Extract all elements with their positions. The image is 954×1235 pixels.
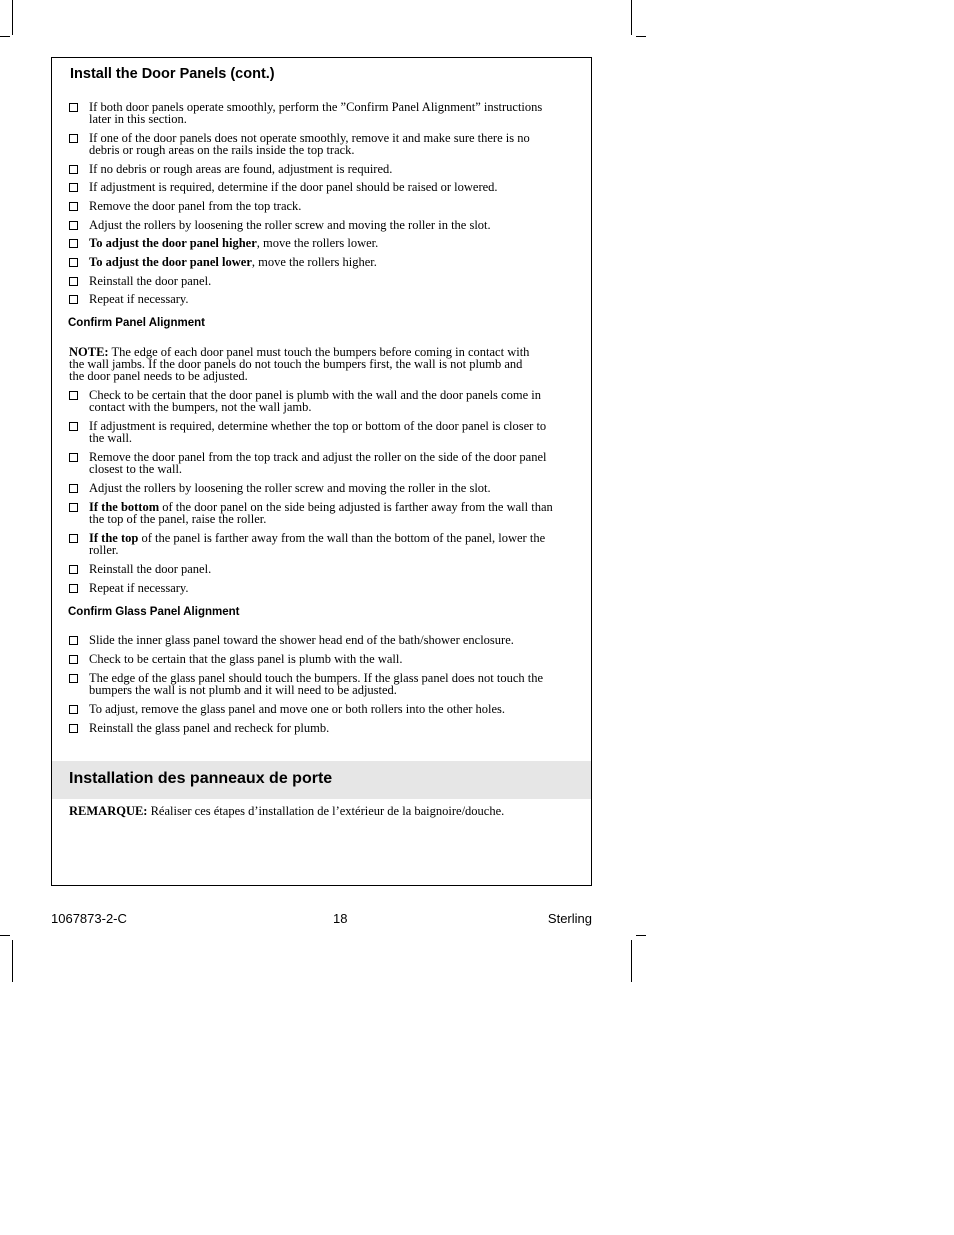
crop-mark	[0, 935, 10, 936]
checkbox-icon	[69, 705, 78, 714]
note-text: The edge of each door panel must touch the bumpers before coming in contact with the wall jambs. If the door panels do not touch the bumpers first, the wall is not plumb and the door panel needs to be adjusted.	[69, 345, 530, 383]
list-item: Adjust the rollers by loosening the roller screw and moving the roller in the slot.	[69, 482, 559, 494]
checkbox-icon	[69, 183, 78, 192]
confirm-glass-panel-alignment-list	[69, 634, 559, 734]
content-box	[51, 57, 592, 886]
checkbox-icon	[69, 277, 78, 286]
list-item: To adjust the door panel higher, move the rollers lower.	[69, 237, 559, 249]
install-door-panels-list	[69, 101, 559, 305]
list-item: Check to be certain that the glass panel is plumb with the wall.	[69, 653, 559, 665]
list-item: If both door panels operate smoothly, perform the ”Confirm Panel Alignment” instructions later in this section.	[69, 101, 559, 125]
list-item: Repeat if necessary.	[69, 582, 559, 594]
checkbox-icon	[69, 453, 78, 462]
checkbox-icon	[69, 636, 78, 645]
checkbox-icon	[69, 534, 78, 543]
crop-mark	[0, 36, 10, 37]
footer-doc-number: 1067873-2-C	[51, 911, 127, 926]
confirm-panel-alignment-list	[69, 389, 559, 594]
list-item: Remove the door panel from the top track and adjust the roller on the side of the door panel closest to the wall.	[69, 451, 559, 475]
section-title-confirm-glass-panel-alignment: Confirm Glass Panel Alignment	[68, 606, 240, 618]
list-item: If adjustment is required, determine if the door panel should be raised or lowered.	[69, 181, 559, 193]
checkbox-icon	[69, 584, 78, 593]
list-item: To adjust, remove the glass panel and move one or both rollers into the other holes.	[69, 703, 559, 715]
checkbox-icon	[69, 724, 78, 733]
footer-brand: Sterling	[547, 911, 592, 926]
list-item: If no debris or rough areas are found, adjustment is required.	[69, 163, 559, 175]
crop-mark	[12, 940, 13, 982]
list-item: Check to be certain that the door panel is plumb with the wall and the door panels come in contact with the bumpers, not the wall jamb.	[69, 389, 559, 413]
section-title-confirm-panel-alignment: Confirm Panel Alignment	[68, 317, 205, 329]
section-title-install-door-panels: Install the Door Panels (cont.)	[70, 66, 275, 82]
list-item: Reinstall the door panel.	[69, 563, 559, 575]
crop-mark	[631, 0, 632, 35]
checkbox-icon	[69, 239, 78, 248]
list-item: Adjust the rollers by loosening the roller screw and moving the roller in the slot.	[69, 219, 559, 231]
section-title-installation-panneaux: Installation des panneaux de porte	[69, 770, 333, 787]
crop-mark	[636, 935, 646, 936]
checkbox-icon	[69, 391, 78, 400]
checkbox-icon	[69, 295, 78, 304]
list-item: If adjustment is required, determine whether the top or bottom of the door panel is closer to the wall.	[69, 420, 559, 444]
remark-text: Réaliser ces étapes d’installation de l’extérieur de la baignoire/douche.	[147, 804, 505, 818]
checkbox-icon	[69, 674, 78, 683]
checkbox-icon	[69, 258, 78, 267]
checkbox-icon	[69, 165, 78, 174]
checkbox-icon	[69, 134, 78, 143]
note-label: NOTE:	[69, 345, 109, 359]
list-item: To adjust the door panel lower, move the rollers higher.	[69, 256, 559, 268]
list-item: Remove the door panel from the top track.	[69, 200, 559, 212]
checkbox-icon	[69, 503, 78, 512]
list-item: Repeat if necessary.	[69, 293, 559, 305]
footer-page-number: 18	[333, 911, 348, 926]
list-item: Reinstall the door panel.	[69, 275, 559, 287]
checkbox-icon	[69, 221, 78, 230]
checkbox-icon	[69, 655, 78, 664]
crop-mark	[631, 940, 632, 982]
list-item: If the bottom of the door panel on the side being adjusted is farther away from the wall than the top of the panel, raise the roller.	[69, 501, 559, 525]
crop-mark	[636, 36, 646, 37]
list-item: Reinstall the glass panel and recheck for plumb.	[69, 722, 559, 734]
checkbox-icon	[69, 565, 78, 574]
section-band-installation	[52, 761, 591, 799]
remark-label: REMARQUE:	[69, 804, 148, 818]
remark-paragraph	[69, 805, 569, 817]
checkbox-icon	[69, 484, 78, 493]
list-item: If the top of the panel is farther away from the wall than the bottom of the panel, lower the roller.	[69, 532, 559, 556]
checkbox-icon	[69, 103, 78, 112]
list-item: If one of the door panels does not operate smoothly, remove it and make sure there is no debris or rough areas on the rails inside the top track.	[69, 132, 559, 156]
list-item: Slide the inner glass panel toward the shower head end of the bath/shower enclosure.	[69, 634, 559, 646]
checkbox-icon	[69, 422, 78, 431]
note-paragraph	[69, 346, 539, 382]
checkbox-icon	[69, 202, 78, 211]
list-item: The edge of the glass panel should touch the bumpers. If the glass panel does not touch the bumpers the wall is not plumb and it will need to be adjusted.	[69, 672, 559, 696]
crop-mark	[12, 0, 13, 35]
